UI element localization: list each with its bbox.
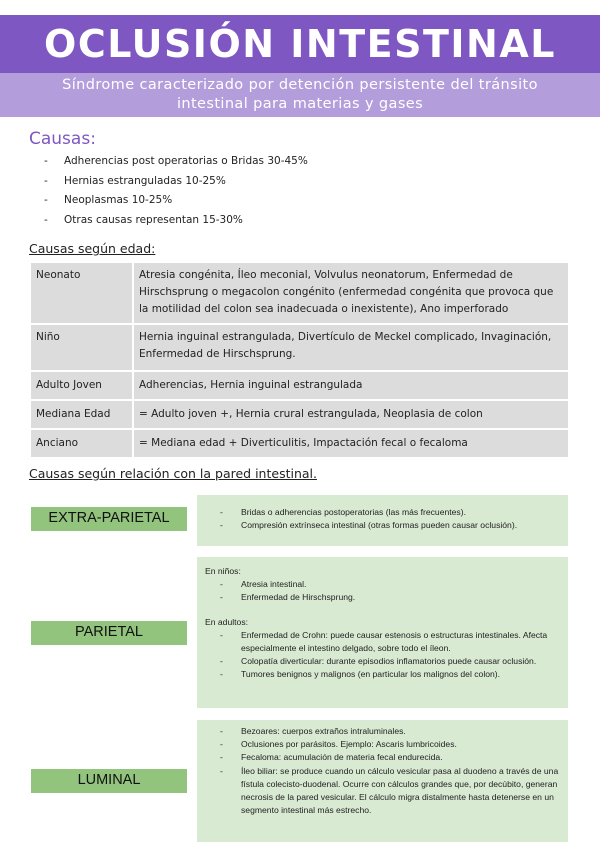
table-row — [30, 262, 569, 324]
table-row — [30, 371, 569, 400]
causes-cell: Adherencias, Hernia inguinal estrangulada — [133, 371, 569, 400]
age-cell: Anciano — [30, 429, 133, 458]
ninos-heading: En niños: — [205, 566, 241, 576]
list-item: - Neoplasmas 10-25% — [44, 194, 173, 206]
list-item: - Fecaloma: acumulación de materia fecal endurecida. — [220, 752, 443, 763]
subtitle-line-1: Síndrome caracterizado por detención persistente del tránsito — [62, 77, 538, 93]
list-item: - Bezoares: cuerpos extraños intraluminales. — [220, 726, 406, 736]
subtitle-line-2: intestinal para materias y gases — [176, 96, 424, 112]
parietal-text — [203, 565, 565, 682]
table-row — [30, 324, 569, 371]
extra-parietal-text — [203, 506, 565, 532]
parietal-label: PARIETAL — [31, 621, 187, 645]
causas-heading: Causas: — [29, 129, 96, 149]
page-title: OCLUSIÓN INTESTINAL — [0, 15, 600, 73]
list-item: - Bridas o adherencias postoperatorias (las más frecuentes). — [220, 507, 466, 517]
causes-cell: Hernia inguinal estrangulada, Divertículo de Meckel complicado, Invaginación, Enfermedad de Hirschsprung. — [133, 324, 569, 371]
list-item: - Atresia intestinal. — [220, 579, 307, 590]
list-item: - Íleo biliar: se produce cuando un cálculo vesicular pasa al duodeno a través de una fístula colecisto-duodenal. Ocurre con cálculos grandes que, por decúbito, generan necrosis de la pared vesicular. El cálculo migra distalmente hasta detenerse en un segmento intestinal más estrecho. — [220, 765, 559, 816]
pared-heading: Causas según relación con la pared intestinal. — [29, 466, 317, 481]
list-item: - Colopatía diverticular: durante episodios inflamatorios puede causar oclusión. — [220, 656, 537, 667]
age-causes-table — [29, 261, 570, 459]
list-item: - Tumores benignos y malignos (en particular los malignos del colon). — [220, 669, 501, 680]
header — [0, 0, 600, 117]
age-cell: Mediana Edad — [30, 400, 133, 429]
page-subtitle — [0, 73, 600, 117]
table-row — [30, 400, 569, 429]
age-cell: Neonato — [30, 262, 133, 324]
list-item: - Oclusiones por parásitos. Ejemplo: Ascaris lumbricoides. — [220, 739, 457, 750]
adultos-heading: En adultos: — [205, 616, 248, 627]
list-item: - Enfermedad de Crohn: puede causar estenosis o estructuras intestinales. Afecta especialmente el intestino delgado, sobre todo el íleon. — [220, 629, 548, 654]
list-item: - Hernias estranguladas 10-25% — [44, 174, 226, 187]
causas-list — [44, 152, 308, 230]
causes-cell: Atresia congénita, Íleo meconial, Volvulus neonatorum, Enfermedad de Hirschsprung o megacolon congénito (enfermedad congénita que provoca que la motilidad del colon sea inadecuada o inexistente), Ano imperforado — [133, 262, 569, 324]
causes-cell: = Mediana edad + Diverticulitis, Impactación fecal o fecaloma — [133, 429, 569, 458]
list-item: - Adherencias post operatorias o Bridas 30-45% — [44, 155, 308, 167]
table-row — [30, 429, 569, 458]
list-item: - Otras causas representan 15-30% — [44, 213, 243, 226]
list-item: - Compresión extrínseca intestinal (otras formas pueden causar oclusión). — [220, 520, 518, 531]
extra-parietal-label: EXTRA-PARIETAL — [31, 507, 187, 531]
age-cell: Adulto Joven — [30, 371, 133, 400]
luminal-text — [203, 725, 565, 817]
age-cell: Niño — [30, 324, 133, 371]
list-item: - Enfermedad de Hirschsprung. — [220, 592, 356, 603]
luminal-label: LUMINAL — [31, 769, 187, 793]
edad-heading: Causas según edad: — [29, 241, 156, 256]
causes-cell: = Adulto joven +, Hernia crural estrangulada, Neoplasia de colon — [133, 400, 569, 429]
